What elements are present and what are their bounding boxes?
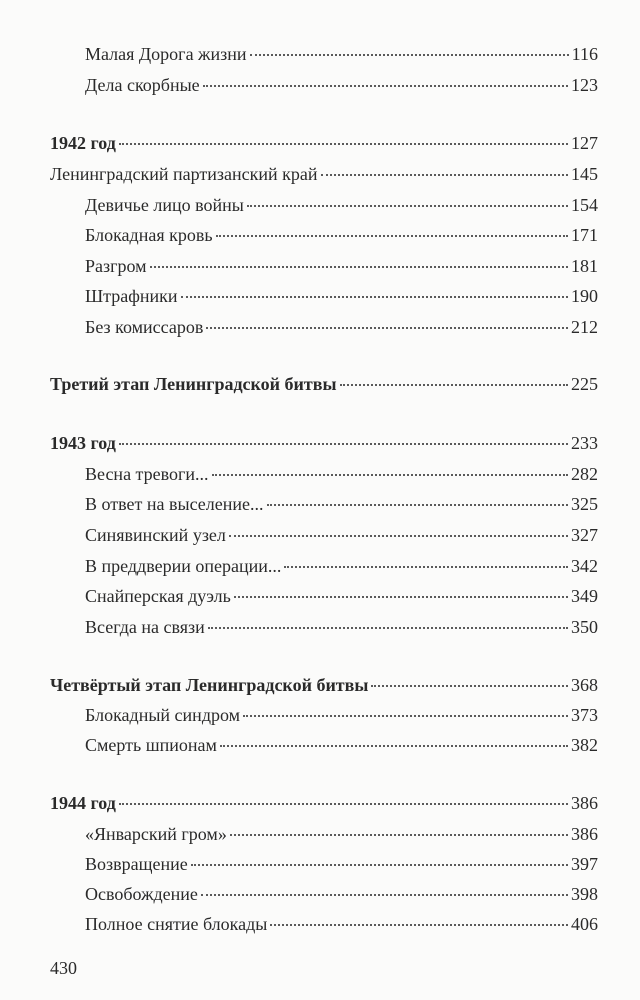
- toc-leader-dots: [371, 685, 568, 687]
- toc-entry-page: 368: [571, 675, 598, 695]
- toc-entry-page: 145: [571, 164, 598, 184]
- toc-leader-dots: [247, 205, 568, 207]
- toc-entry-page: 123: [571, 75, 598, 95]
- toc-leader-dots: [208, 627, 568, 629]
- toc-entry-title: Штрафники: [85, 286, 178, 306]
- toc-entry-title: 1943 год: [50, 433, 116, 453]
- toc-entry: [85, 524, 598, 546]
- toc-entry: [85, 883, 598, 905]
- toc-entry-title: Третий этап Ленинградской битвы: [50, 374, 337, 394]
- toc-entry-page: 154: [571, 195, 598, 215]
- toc-entry-title: «Январский гром»: [85, 824, 227, 844]
- toc-entry-title: Дела скорбные: [85, 75, 200, 95]
- toc-entry-title: Малая Дорога жизни: [85, 44, 247, 64]
- toc-entry-title: Синявинский узел: [85, 525, 226, 545]
- toc-leader-dots: [230, 834, 568, 836]
- toc-leader-dots: [340, 384, 568, 386]
- toc-entry: [85, 255, 598, 277]
- toc-section-heading: [50, 792, 598, 814]
- toc-entry-page: 225: [571, 374, 598, 394]
- toc-entry: [85, 43, 598, 65]
- toc-entry-page: 398: [571, 884, 598, 904]
- toc-entry-page: 373: [571, 705, 598, 725]
- toc-leader-dots: [216, 235, 568, 237]
- toc-entry-title: Смерть шпионам: [85, 735, 217, 755]
- toc-section-heading: [50, 674, 598, 696]
- toc-leader-dots: [243, 715, 568, 717]
- toc-entry: [85, 74, 598, 96]
- toc-entry-page: 397: [571, 854, 598, 874]
- toc-entry: [85, 463, 598, 485]
- toc-entry: [85, 224, 598, 246]
- toc-leader-dots: [201, 894, 568, 896]
- toc-entry-title: В преддверии операции...: [85, 556, 282, 576]
- page-number: 430: [50, 958, 77, 978]
- toc-entry-title: Освобождение: [85, 884, 198, 904]
- toc-leader-dots: [267, 504, 568, 506]
- toc-entry-title: Полное снятие блокады: [85, 914, 268, 934]
- toc-leader-dots: [270, 924, 568, 926]
- toc-leader-dots: [229, 535, 568, 537]
- toc-entry-title: Без комиссаров: [85, 317, 204, 337]
- toc-entry: [85, 734, 598, 756]
- toc-entry: [85, 493, 598, 515]
- toc-entry-page: 181: [571, 256, 598, 276]
- toc-entry-title: Возвращение: [85, 854, 188, 874]
- toc-entry-title: Блокадная кровь: [85, 225, 213, 245]
- toc-entry-page: 406: [571, 914, 598, 934]
- toc-leader-dots: [234, 596, 568, 598]
- toc-entry-title: Четвёртый этап Ленинградской битвы: [50, 675, 369, 695]
- toc-entry-title: Девичье лицо войны: [85, 195, 244, 215]
- toc-entry-title: Снайперская дуэль: [85, 586, 231, 606]
- toc-entry-page: 342: [571, 556, 598, 576]
- toc-entry: [85, 316, 598, 338]
- toc-entry-page: 350: [571, 617, 598, 637]
- toc-entry-page: 127: [571, 133, 598, 153]
- toc-leader-dots: [119, 143, 568, 145]
- toc-entry: [85, 555, 598, 577]
- toc-entry-title: 1944 год: [50, 793, 116, 813]
- toc-entry-title: Ленинградский партизанский край: [50, 164, 318, 184]
- toc-entry-title: Всегда на связи: [85, 617, 205, 637]
- toc-leader-dots: [191, 864, 568, 866]
- toc-entry-page: 382: [571, 735, 598, 755]
- toc-leader-dots: [206, 327, 568, 329]
- toc-entry: [85, 616, 598, 638]
- toc-entry: [85, 913, 598, 935]
- toc-entry: [85, 704, 598, 726]
- toc-leader-dots: [150, 266, 568, 268]
- toc-entry-page: 171: [571, 225, 598, 245]
- toc-entry-page: 190: [571, 286, 598, 306]
- toc-section-heading: [50, 373, 598, 395]
- toc-leader-dots: [284, 566, 568, 568]
- toc-entry-title: 1942 год: [50, 133, 116, 153]
- toc-entry-title: Блокадный синдром: [85, 705, 241, 725]
- toc-leader-dots: [119, 443, 568, 445]
- toc-entry-title: В ответ на выселение...: [85, 494, 264, 514]
- toc-leader-dots: [220, 745, 568, 747]
- toc-entry-page: 212: [571, 317, 598, 337]
- toc-leader-dots: [212, 474, 568, 476]
- toc-leader-dots: [119, 803, 568, 805]
- toc-entry: [85, 853, 598, 875]
- toc-leader-dots: [250, 54, 569, 56]
- toc-entry: [50, 163, 598, 185]
- toc-entry-page: 349: [571, 586, 598, 606]
- toc-section-heading: [50, 132, 598, 154]
- toc-entry-page: 233: [571, 433, 598, 453]
- toc-entry: [85, 823, 598, 845]
- toc-entry-page: 116: [571, 44, 598, 64]
- toc-entry: [85, 585, 598, 607]
- toc-entry-page: 282: [571, 464, 598, 484]
- toc-section-heading: [50, 432, 598, 454]
- toc-entry-title: Весна тревоги...: [85, 464, 209, 484]
- toc-entry-page: 325: [571, 494, 598, 514]
- toc-entry-page: 386: [571, 824, 598, 844]
- toc-entry: [85, 285, 598, 307]
- toc-entry-page: 386: [571, 793, 598, 813]
- toc-leader-dots: [181, 296, 568, 298]
- toc-entry-title: Разгром: [85, 256, 147, 276]
- toc-entry: [85, 194, 598, 216]
- toc-leader-dots: [203, 85, 568, 87]
- toc-entry-page: 327: [571, 525, 598, 545]
- toc-leader-dots: [321, 174, 569, 176]
